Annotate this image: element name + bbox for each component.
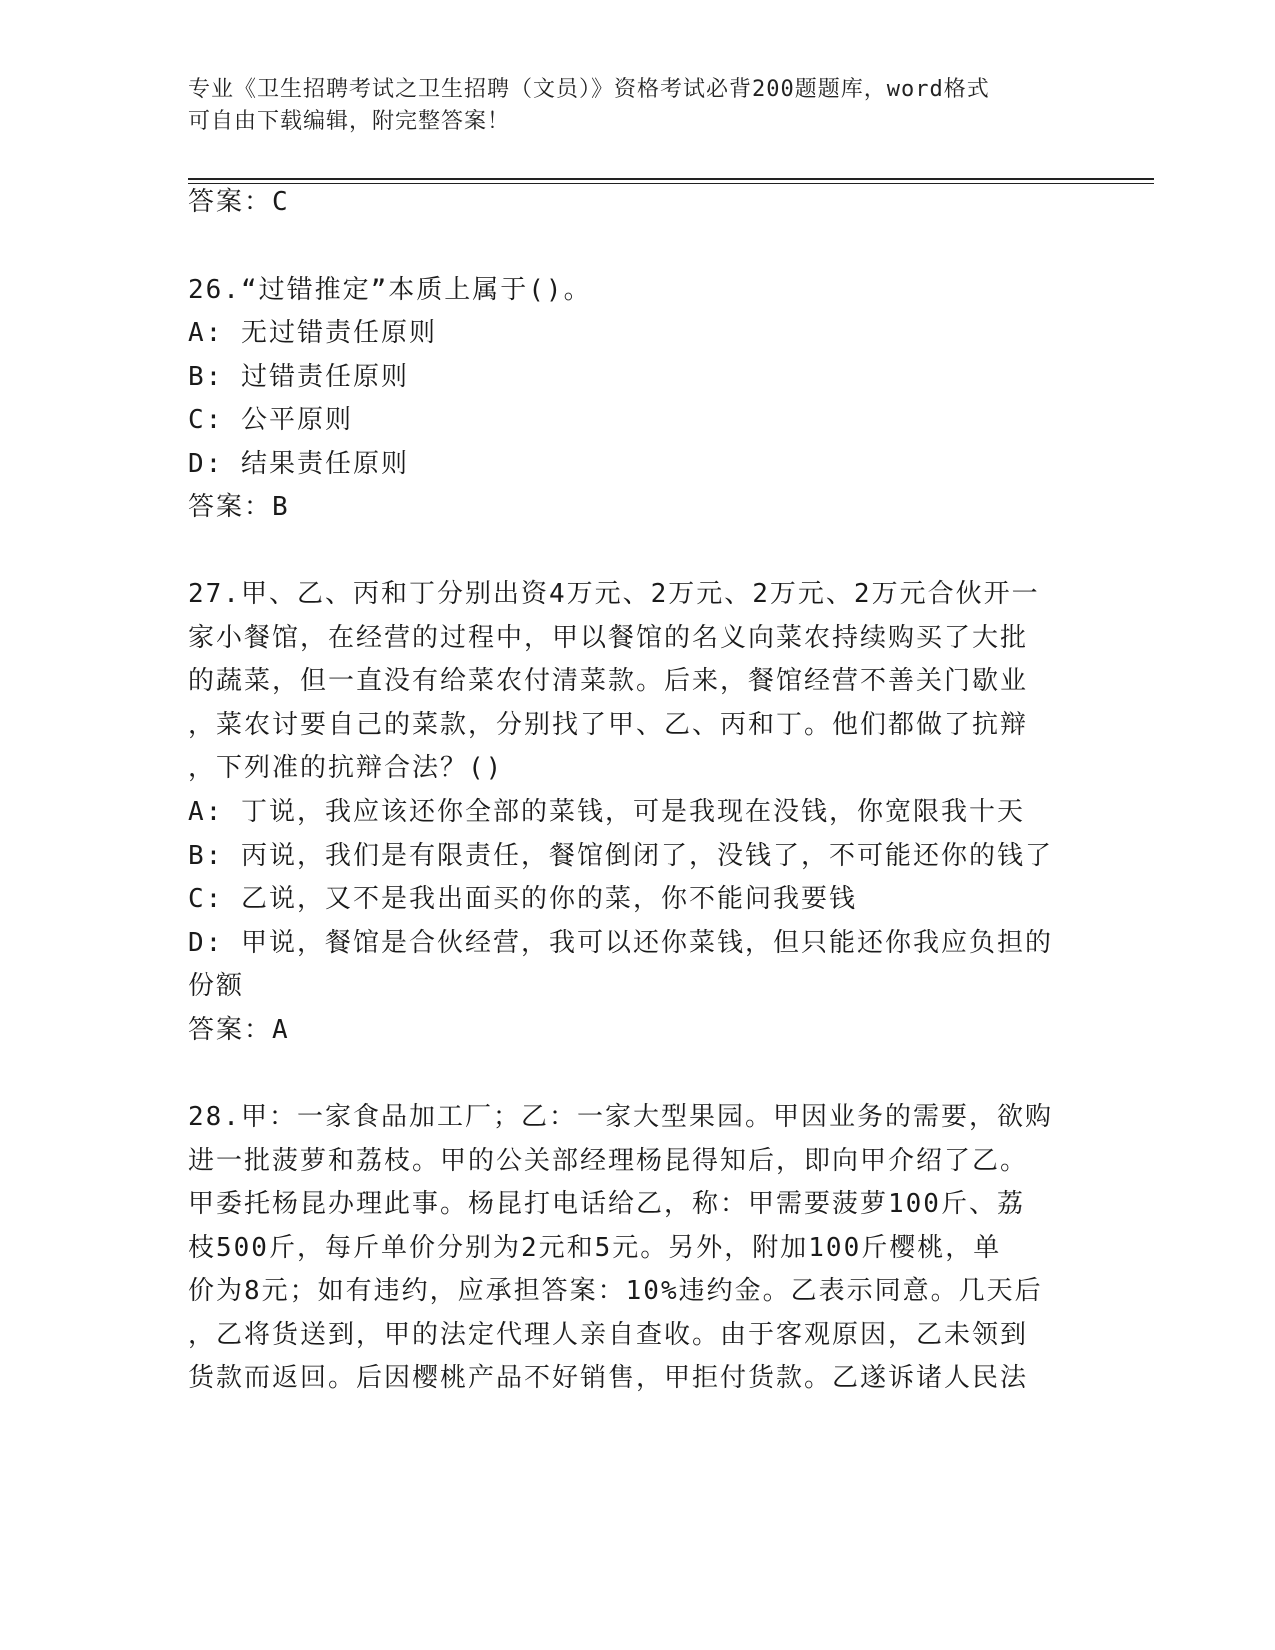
question-27-option-d-line-1: D: 甲说，餐馆是合伙经营，我可以还你菜钱，但只能还你我应负担的 xyxy=(188,928,1053,958)
document-header xyxy=(188,74,1088,138)
question-28-stem-line-2: 进一批菠萝和荔枝。甲的公关部经理杨昆得知后，即向甲介绍了乙。 xyxy=(188,1146,1029,1176)
header-title-line-2: 可自由下载编辑，附完整答案！ xyxy=(188,109,511,134)
question-26-option-a: A: 无过错责任原则 xyxy=(188,318,437,348)
header-divider-thick xyxy=(188,178,1154,180)
answer-label: 答案： xyxy=(188,187,273,217)
question-27-option-b: B: 丙说，我们是有限责任，餐馆倒闭了，没钱了，不可能还你的钱了 xyxy=(188,841,1053,871)
question-27-stem-line-5: ，下列准的抗辩合法？() xyxy=(188,753,504,783)
question-28-stem-line-1: 28.甲：一家食品加工厂；乙：一家大型果园。甲因业务的需要，欲购 xyxy=(188,1102,1053,1132)
question-28-stem-line-4: 枝500斤，每斤单价分别为2元和5元。另外，附加100斤樱桃，单 xyxy=(188,1233,1002,1263)
answer-value: A xyxy=(272,1015,290,1045)
question-26-answer xyxy=(188,491,290,523)
question-27-option-c: C: 乙说，又不是我出面买的你的菜，你不能问我要钱 xyxy=(188,884,857,914)
question-28-stem-line-3: 甲委托杨昆办理此事。杨昆打电话给乙，称：甲需要菠萝100斤、荔 xyxy=(188,1189,1025,1219)
question-27-option-d-line-2: 份额 xyxy=(188,971,245,1001)
question-27-answer xyxy=(188,1014,290,1046)
question-26-stem: 26.“过错推定”本质上属于()。 xyxy=(188,275,592,305)
answer-line-prev xyxy=(188,186,290,218)
question-27-stem-line-1: 27.甲、乙、丙和丁分别出资4万元、2万元、2万元、2万元合伙开一 xyxy=(188,579,1040,609)
answer-value: B xyxy=(272,492,290,522)
question-27-stem-line-4: ，菜农讨要自己的菜款，分别找了甲、乙、丙和丁。他们都做了抗辩 xyxy=(188,710,1029,740)
question-28-stem-line-5: 价为8元；如有违约，应承担答案：10%违约金。乙表示同意。几天后 xyxy=(188,1276,1043,1306)
question-28-stem-line-6: ，乙将货送到，甲的法定代理人亲自查收。由于客观原因，乙未领到 xyxy=(188,1320,1029,1350)
question-28-stem-line-7: 货款而返回。后因樱桃产品不好销售，甲拒付货款。乙遂诉诸人民法 xyxy=(188,1363,1029,1393)
question-27-option-a: A: 丁说，我应该还你全部的菜钱，可是我现在没钱，你宽限我十天 xyxy=(188,797,1025,827)
question-26-option-d: D: 结果责任原则 xyxy=(188,449,409,479)
header-divider-thin xyxy=(188,183,1154,184)
header-title-line-1: 专业《卫生招聘考试之卫生招聘（文员）》资格考试必背200题题库，word格式 xyxy=(188,77,990,102)
question-26-option-c: C: 公平原则 xyxy=(188,405,353,435)
answer-label: 答案： xyxy=(188,492,273,522)
answer-value: C xyxy=(272,187,290,217)
answer-label: 答案： xyxy=(188,1015,273,1045)
question-26-option-b: B: 过错责任原则 xyxy=(188,362,409,392)
question-27-stem-line-3: 的蔬菜，但一直没有给菜农付清菜款。后来，餐馆经营不善关门歇业 xyxy=(188,666,1029,696)
question-27-stem-line-2: 家小餐馆，在经营的过程中，甲以餐馆的名义向菜农持续购买了大批 xyxy=(188,623,1029,653)
